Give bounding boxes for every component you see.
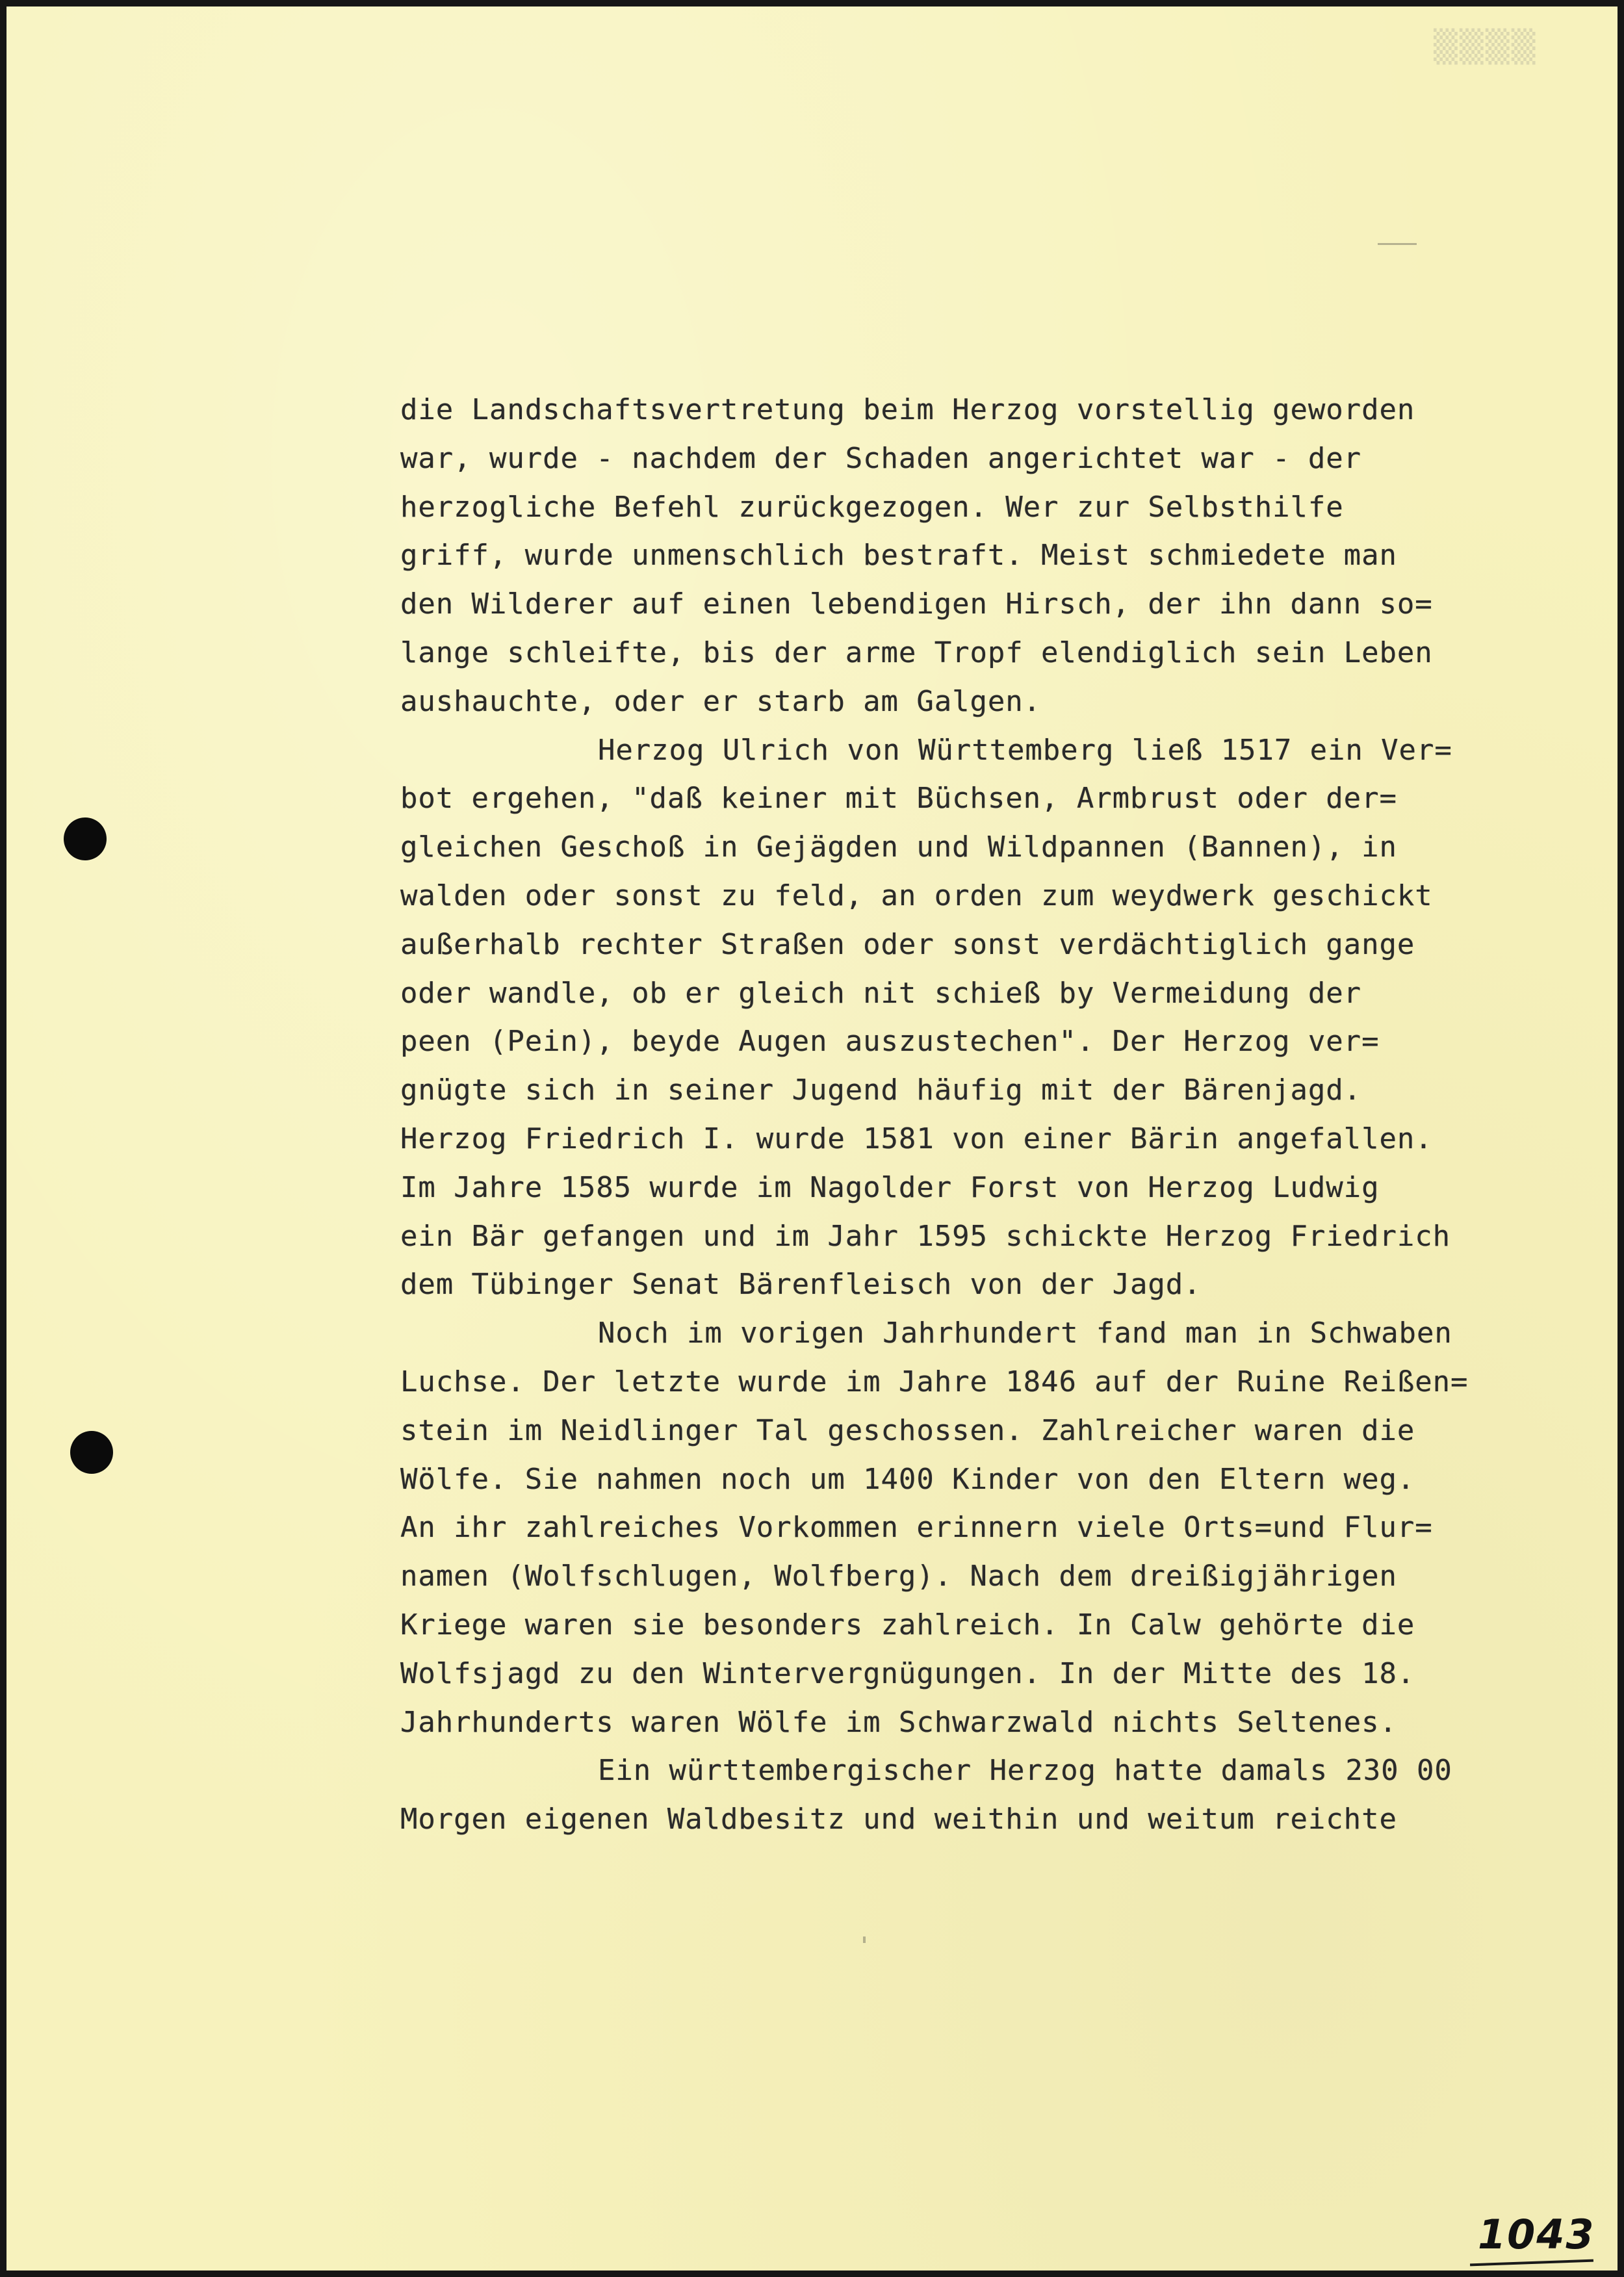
punch-hole-top: [64, 817, 107, 860]
typewritten-text: [400, 386, 1622, 1844]
text-line: walden oder sonst zu feld, an orden zum weydwerk geschickt: [400, 879, 1433, 912]
text-line: Wölfe. Sie nahmen noch um 1400 Kinder von den Eltern weg.: [400, 1462, 1415, 1496]
folio-underline: [1470, 2259, 1593, 2267]
text-line: Morgen eigenen Waldbesitz und weithin und weitum reichte: [400, 1803, 1397, 1836]
text-line: bot ergehen, "daß keiner mit Büchsen, Armbrust oder der=: [400, 782, 1397, 816]
text-line: ein Bär gefangen und im Jahr 1595 schickte Herzog Friedrich: [400, 1219, 1451, 1253]
text-line: aushauchte, oder er starb am Galgen.: [400, 684, 1042, 718]
text-line: Im Jahre 1585 wurde im Nagolder Forst von Herzog Ludwig: [400, 1170, 1380, 1204]
text-line: oder wandle, ob er gleich nit schieß by Vermeidung der: [400, 976, 1362, 1010]
text-line: dem Tübinger Senat Bärenfleisch von der Jagd.: [400, 1268, 1202, 1302]
text-line: den Wilderer auf einen lebendigen Hirsch, der ihn dann so=: [400, 587, 1433, 621]
text-line: griff, wurde unmenschlich bestraft. Meist schmiedete man: [400, 539, 1397, 572]
text-line: gleichen Geschoß in Gejägden und Wildpannen (Bannen), in: [400, 830, 1397, 864]
text-line: An ihr zahlreiches Vorkommen erinnern viele Orts=und Flur=: [400, 1511, 1433, 1545]
text-line: Herzog Ulrich von Württemberg ließ 1517 ein Ver=: [598, 733, 1452, 767]
text-line: Jahrhunderts waren Wölfe im Schwarzwald nichts Seltenes.: [400, 1705, 1397, 1739]
punch-hole-bottom: [70, 1431, 113, 1474]
text-line: Luchse. Der letzte wurde im Jahre 1846 auf der Ruine Reißen=: [400, 1365, 1469, 1398]
text-line: namen (Wolfschlugen, Wolfberg). Nach dem dreißigjährigen: [400, 1560, 1397, 1593]
text-line: außerhalb rechter Straßen oder sonst verdächtiglich gange: [400, 927, 1415, 961]
text-line: Noch im vorigen Jahrhundert fand man in Schwaben: [598, 1317, 1452, 1350]
text-line: gnügte sich in seiner Jugend häufig mit der Bärenjagd.: [400, 1074, 1362, 1107]
text-line: peen (Pein), beyde Augen auszustechen". Der Herzog ver=: [400, 1025, 1380, 1059]
text-line: Herzog Friedrich I. wurde 1581 von einer Bärin angefallen.: [400, 1122, 1433, 1155]
text-line: Ein württembergischer Herzog hatte damals 230 00: [598, 1754, 1452, 1788]
faint-stamp-mark: ▒▒▒▒: [1434, 29, 1538, 65]
paper-speck: [863, 1936, 866, 1943]
text-line: stein im Neidlinger Tal geschossen. Zahlreicher waren die: [400, 1413, 1415, 1447]
text-line: herzogliche Befehl zurückgezogen. Wer zur Selbsthilfe: [400, 490, 1344, 524]
handwritten-folio-number: 1043: [1478, 2211, 1595, 2258]
text-line: Kriege waren sie besonders zahlreich. In Calw gehörte die: [400, 1608, 1415, 1641]
text-line: war, wurde - nachdem der Schaden angerichtet war - der: [400, 441, 1362, 475]
paper-speck: [1378, 243, 1417, 245]
text-line: die Landschaftsvertretung beim Herzog vorstellig geworden: [400, 393, 1415, 426]
text-line: Wolfsjagd zu den Wintervergnügungen. In der Mitte des 18.: [400, 1656, 1415, 1690]
text-line: lange schleifte, bis der arme Tropf elendiglich sein Leben: [400, 636, 1433, 669]
